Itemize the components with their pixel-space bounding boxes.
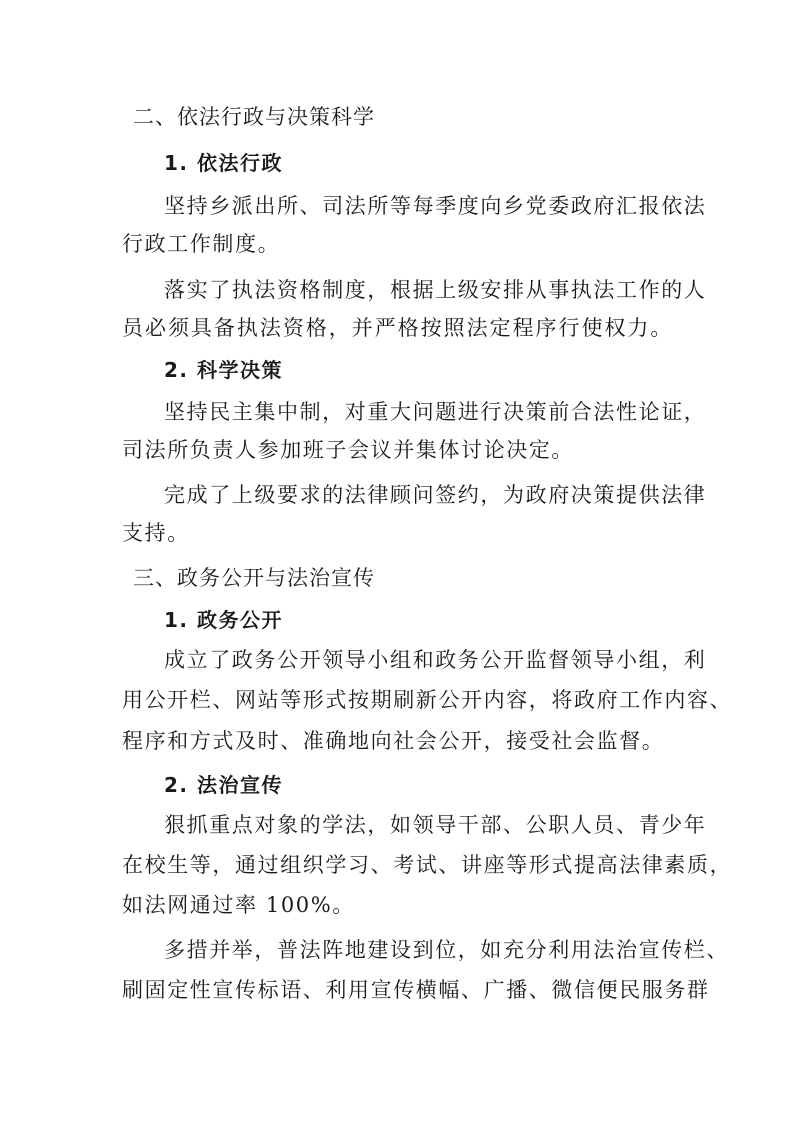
subsection-heading: 1. 依法行政	[164, 151, 283, 175]
paragraph-line: 坚持民主集中制，对重大问题进行决策前合法性论证，	[164, 400, 707, 424]
subsection-heading: 1. 政务公开	[164, 608, 283, 632]
paragraph-line: 完成了上级要求的法律顾问签约，为政府决策提供法律	[164, 483, 707, 507]
paragraph-line: 在校生等，通过组织学习、考试、讲座等形式提高法律素质，	[122, 853, 733, 877]
paragraph-line: 落实了执法资格制度，根据上级安排从事执法工作的人	[164, 278, 707, 302]
subsection-heading: 2. 法治宣传	[164, 773, 283, 797]
paragraph-line: 用公开栏、网站等形式按期刷新公开内容，将政府工作内容、	[122, 688, 733, 712]
paragraph-line: 成立了政务公开领导小组和政务公开监督领导小组，利	[164, 648, 707, 672]
section-heading: 三、政务公开与法治宣传	[133, 566, 375, 590]
paragraph-line: 如法网通过率 100%。	[122, 893, 355, 917]
paragraph-line: 员必须具备执法资格，并严格按照法定程序行使权力。	[122, 316, 673, 340]
paragraph-line: 行政工作制度。	[122, 232, 281, 256]
paragraph-line: 司法所负责人参加班子会议并集体讨论决定。	[122, 438, 574, 462]
paragraph-line: 支持。	[122, 521, 190, 545]
paragraph-line: 坚持乡派出所、司法所等每季度向乡党委政府汇报依法	[164, 194, 707, 218]
paragraph-line: 程序和方式及时、准确地向社会公开，接受社会监督。	[122, 729, 665, 753]
paragraph-line: 多措并举，普法阵地建设到位，如充分利用法治宣传栏、	[164, 938, 729, 962]
paragraph-line: 狠抓重点对象的学法，如领导干部、公职人员、青少年	[164, 813, 707, 837]
section-heading: 二、依法行政与决策科学	[133, 105, 375, 129]
subsection-heading: 2. 科学决策	[164, 358, 283, 382]
paragraph-line: 刷固定性宣传标语、利用宣传横幅、广播、微信便民服务群	[122, 978, 710, 1002]
